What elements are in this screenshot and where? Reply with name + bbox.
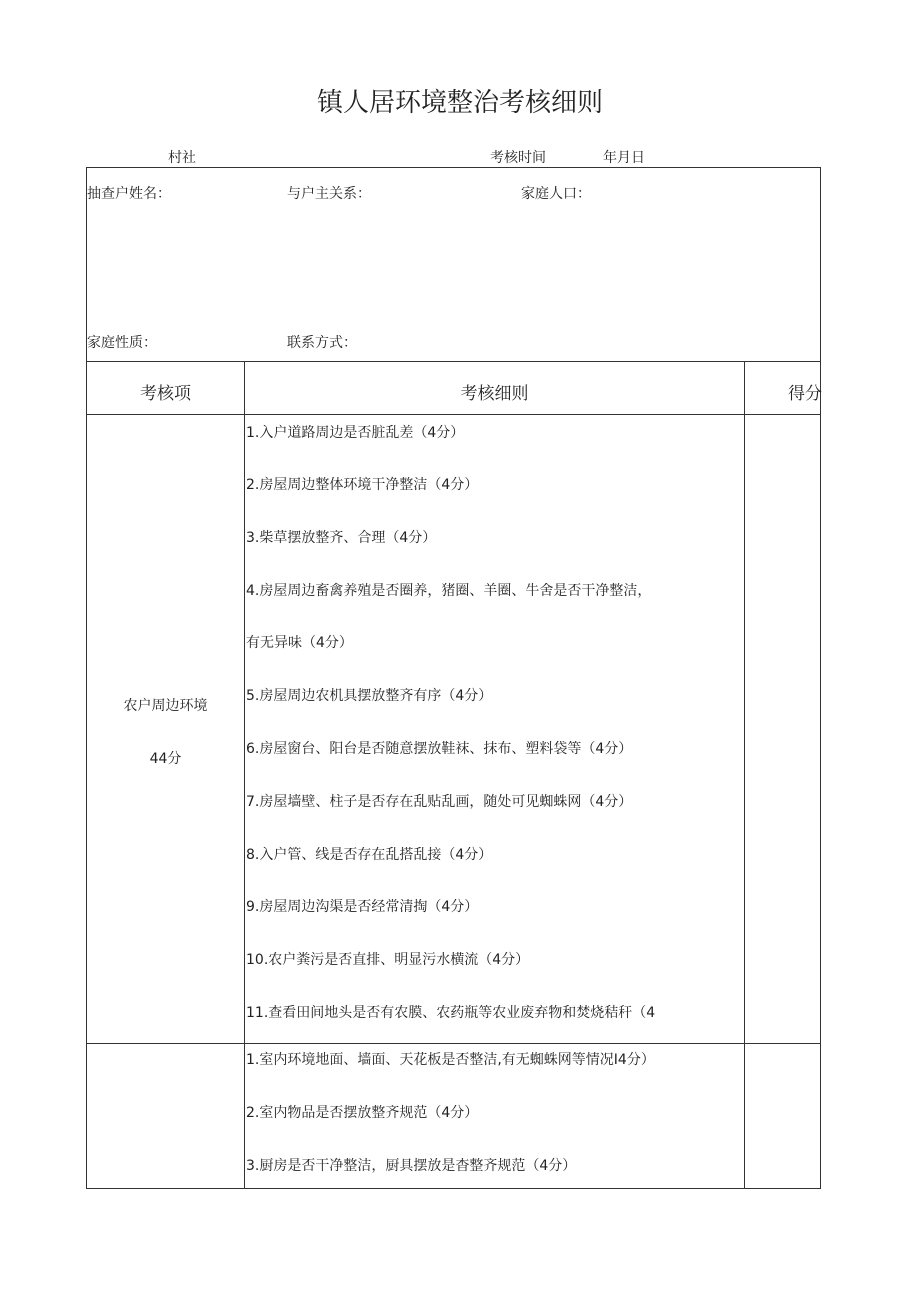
list-item: 6.房屋窗台、阳台是否随意摆放鞋袜、抹布、塑料袋等（4分） bbox=[246, 741, 633, 757]
list-item: 7.房屋墙壁、柱子是否存在乱贴乱画，随处可见蜘蛛网（4分） bbox=[246, 794, 633, 810]
village-label: 村社 bbox=[168, 150, 196, 166]
assessment-time-label: 考核时间 bbox=[490, 150, 546, 166]
list-item: 1.入户道路周边是否脏乱差（4分） bbox=[246, 425, 465, 441]
list-item: 10.农户粪污是否直排、明显污水横流（4分） bbox=[246, 952, 530, 968]
list-item: 2.房屋周边整体环境干净整洁（4分） bbox=[246, 477, 479, 493]
list-item: 1.室内环境地面、墙面、天花板是否整洁,有无蜘蛛网等情况I4分） bbox=[246, 1052, 655, 1068]
list-item: 有无异味（4分） bbox=[246, 635, 353, 651]
divider bbox=[87, 361, 820, 362]
list-item: 11.查看田间地头是否有农膜、农药瓶等农业废弃物和焚烧秸秆（4 bbox=[246, 1005, 656, 1021]
household-relation-label: 与户主关系： bbox=[287, 186, 371, 202]
divider bbox=[87, 1043, 820, 1044]
divider bbox=[744, 361, 745, 1189]
list-item: 3.柴草摆放整齐、合理（4分） bbox=[246, 530, 437, 546]
list-item: 2.室内物品是否摆放整齐规范（4分） bbox=[246, 1105, 479, 1121]
household-nature-label: 家庭性质： bbox=[87, 335, 157, 351]
document-title: 镇人居环境整治考核细则 bbox=[316, 88, 603, 118]
section-points: 44分 bbox=[149, 751, 182, 767]
household-name-label: 抽查户姓名： bbox=[87, 186, 171, 202]
list-item: 8.入户管、线是否存在乱搭乱接（4分） bbox=[246, 847, 493, 863]
list-item: 3.厨房是否干净整洁，厨具摆放是杳整齐规范（4分） bbox=[246, 1158, 577, 1174]
divider bbox=[244, 361, 245, 1189]
header-item: 考核项 bbox=[140, 384, 191, 404]
assessment-table bbox=[86, 167, 821, 1189]
divider bbox=[87, 414, 820, 415]
list-item: 4.房屋周边畜禽养殖是否圈养，猪圈、羊圈、牛舍是否干净整洁， bbox=[246, 583, 652, 599]
date-label: 年月日 bbox=[603, 150, 645, 166]
list-item: 5.房屋周边农机具摆放整齐有序（4分） bbox=[246, 688, 493, 704]
section-name: 农户周边环境 bbox=[123, 698, 208, 714]
header-score: 得分 bbox=[788, 384, 822, 404]
household-population-label: 家庭人口： bbox=[521, 186, 591, 202]
header-detail: 考核细则 bbox=[460, 384, 529, 404]
list-item: 9.房屋周边沟渠是否经常清掏（4分） bbox=[246, 899, 479, 915]
household-contact-label: 联系方式： bbox=[287, 335, 357, 351]
